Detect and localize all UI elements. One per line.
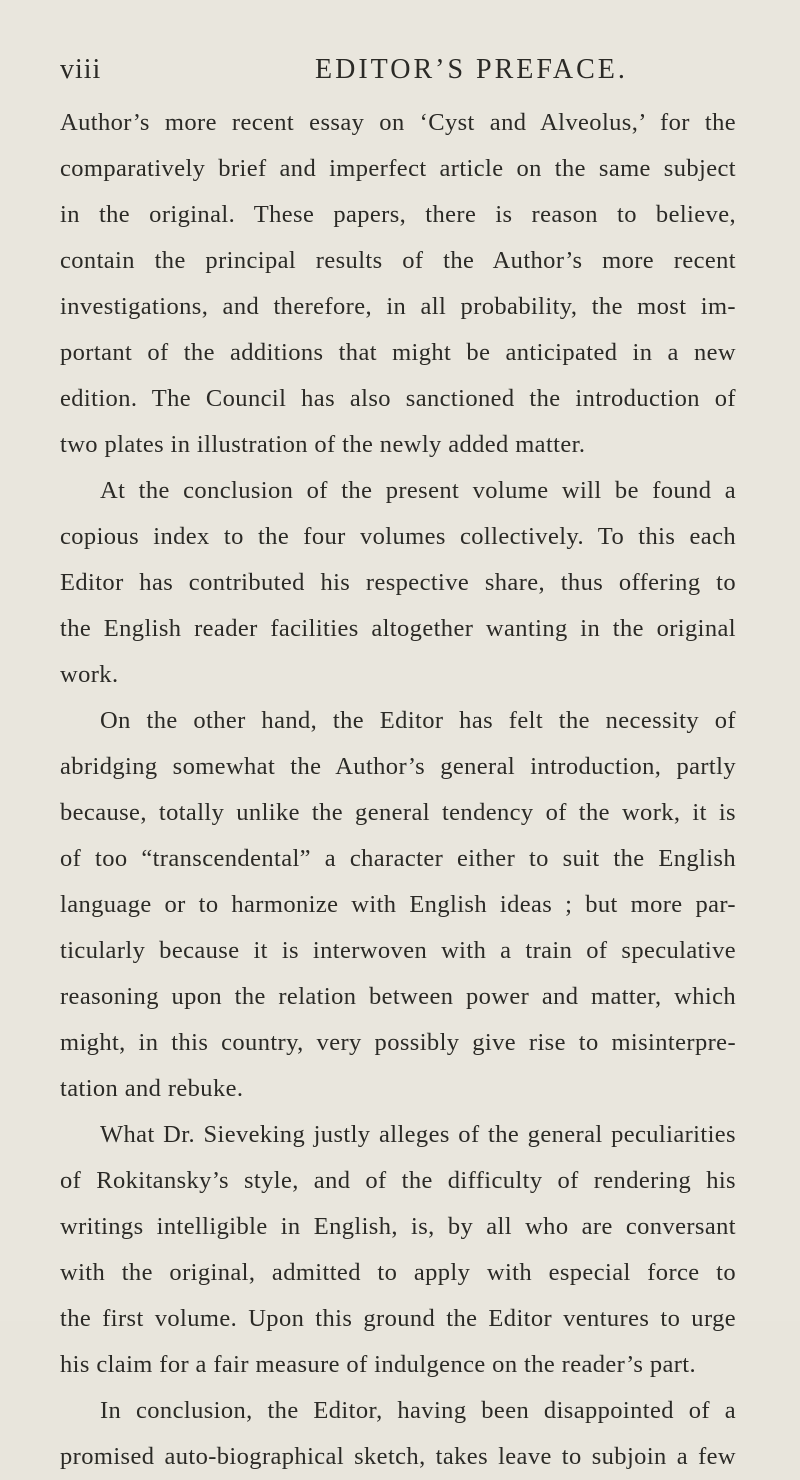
text-line: of too “transcendental” a character either to suit the English: [60, 845, 736, 872]
text-line: in the original. These papers, there is reason to believe,: [60, 201, 736, 228]
text-line: Author’s more recent essay on ‘Cyst and Alveolus,’ for the: [60, 109, 736, 136]
text-line: the English reader facilities altogether wanting in the original: [60, 615, 736, 642]
running-head: EDITOR’S PREFACE.: [315, 54, 628, 85]
text-line: What Dr. Sieveking justly alleges of the general peculiarities: [100, 1121, 736, 1148]
text-line: promised auto-biographical sketch, takes leave to subjoin a few: [60, 1443, 736, 1470]
text-line: reasoning upon the relation between power and matter, which: [60, 983, 736, 1010]
text-line: In conclusion, the Editor, having been disappointed of a: [100, 1397, 736, 1424]
text-line: At the conclusion of the present volume will be found a: [100, 477, 736, 504]
text-line: ticularly because it is interwoven with a train of speculative: [60, 937, 736, 964]
page-number: viii: [60, 54, 102, 85]
text-line: edition. The Council has also sanctioned the introduction of: [60, 385, 736, 412]
text-line: the first volume. Upon this ground the Editor ventures to urge: [60, 1305, 736, 1332]
text-line: abridging somewhat the Author’s general introduction, partly: [60, 753, 736, 780]
text-line: writings intelligible in English, is, by all who are conversant: [60, 1213, 736, 1240]
text-line: investigations, and therefore, in all probability, the most im-: [60, 293, 736, 320]
text-line: portant of the additions that might be anticipated in a new: [60, 339, 736, 366]
text-line: two plates in illustration of the newly added matter.: [60, 431, 586, 458]
body-text: [60, 100, 736, 1480]
text-line: language or to harmonize with English ideas ; but more par-: [60, 891, 736, 918]
text-line: work.: [60, 661, 119, 688]
text-line: contain the principal results of the Author’s more recent: [60, 247, 736, 274]
text-line: might, in this country, very possibly give rise to misinterpre-: [60, 1029, 736, 1056]
text-line: tation and rebuke.: [60, 1075, 244, 1102]
text-line: his claim for a fair measure of indulgence on the reader’s part.: [60, 1351, 697, 1378]
text-line: because, totally unlike the general tendency of the work, it is: [60, 799, 736, 826]
text-line: of Rokitansky’s style, and of the difficulty of rendering his: [60, 1167, 736, 1194]
text-line: On the other hand, the Editor has felt the necessity of: [100, 707, 736, 734]
text-line: copious index to the four volumes collectively. To this each: [60, 523, 736, 550]
text-line: comparatively brief and imperfect article on the same subject: [60, 155, 736, 182]
page-header: [60, 54, 730, 94]
text-line: with the original, admitted to apply with especial force to: [60, 1259, 736, 1286]
text-line: Editor has contributed his respective share, thus offering to: [60, 569, 736, 596]
